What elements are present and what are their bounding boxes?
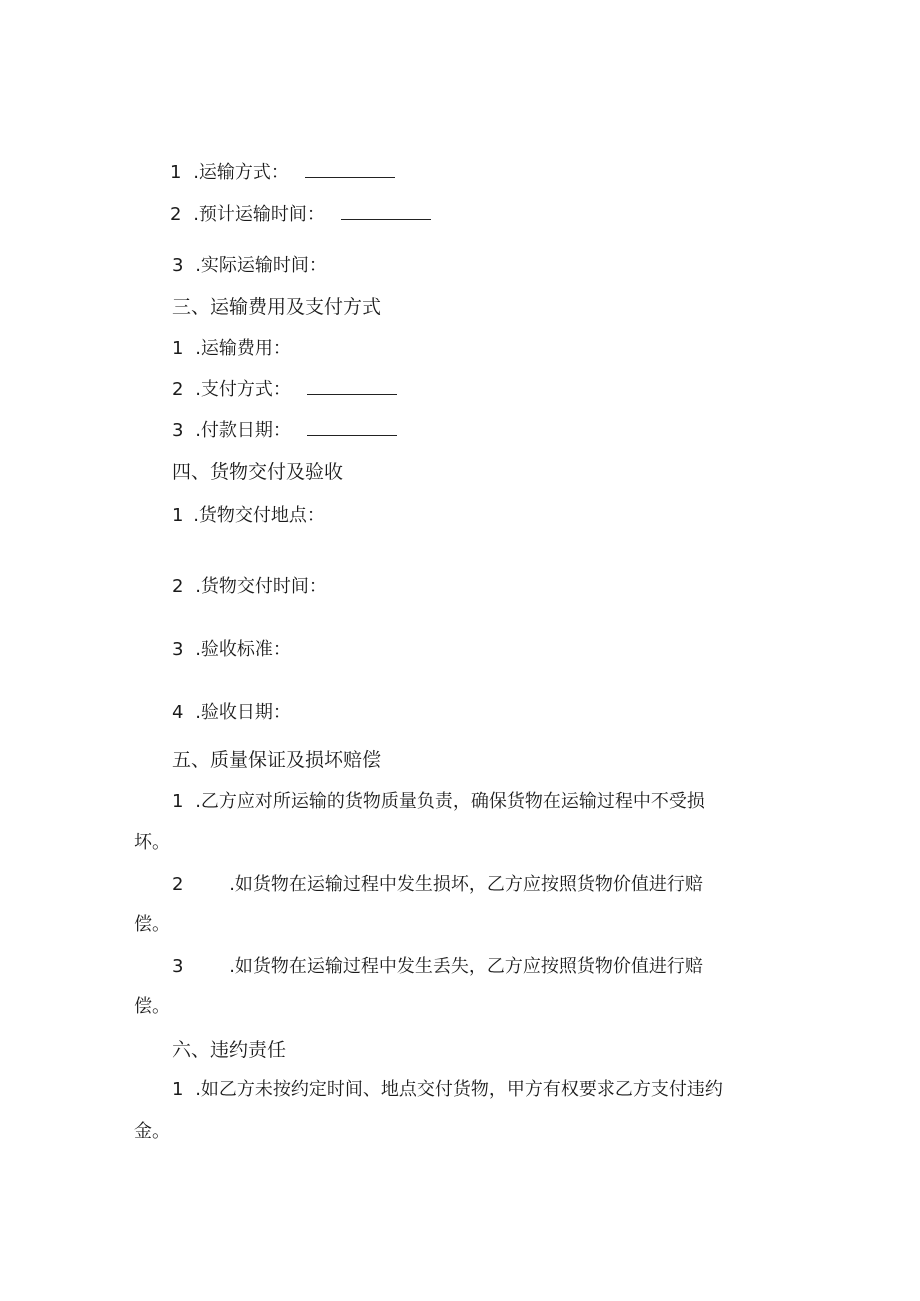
transport-item-1 xyxy=(170,161,395,185)
item-text: .支付方式： xyxy=(195,379,291,400)
section-3-item-3 xyxy=(172,419,397,443)
item-text: .运输费用： xyxy=(195,338,291,359)
section-3-title: 三、运输费用及支付方式 xyxy=(172,296,382,318)
item-number: 1 xyxy=(172,505,184,526)
section-5-title: 五、质量保证及损坏赔偿 xyxy=(172,749,382,771)
item-text: .预计运输时间： xyxy=(193,204,325,225)
item-number: 4 xyxy=(172,702,184,723)
section-5-item-2 xyxy=(172,873,703,897)
section-3-item-1 xyxy=(172,337,291,361)
item-text: .货物交付时间： xyxy=(195,576,327,597)
section-4-item-3 xyxy=(172,638,291,662)
section-4-title: 四、货物交付及验收 xyxy=(172,461,344,483)
item-number: 2 xyxy=(170,204,182,225)
item-text: .货物交付地点： xyxy=(193,505,325,526)
item-text: .乙方应对所运输的货物质量负责，确保货物在运输过程中不受损 xyxy=(195,791,705,812)
section-5-item-3-cont: 偿。 xyxy=(134,996,170,1017)
item-number: 1 xyxy=(172,338,184,359)
transport-item-2 xyxy=(170,203,431,227)
item-number: 1 xyxy=(172,1079,184,1100)
section-5-item-1 xyxy=(172,790,705,814)
item-text: .实际运输时间： xyxy=(195,255,327,276)
section-4-item-1 xyxy=(172,504,325,528)
item-text: .如货物在运输过程中发生丢失，乙方应按照货物价值进行赔 xyxy=(229,956,703,977)
item-number: 2 xyxy=(172,576,184,597)
item-number: 3 xyxy=(172,956,184,977)
item-number: 2 xyxy=(172,874,184,895)
item-number: 3 xyxy=(172,420,184,441)
item-text: .运输方式： xyxy=(193,162,289,183)
section-3-item-2 xyxy=(172,378,397,402)
item-number: 3 xyxy=(172,639,184,660)
item-number: 2 xyxy=(172,379,184,400)
fill-blank[interactable] xyxy=(307,378,397,395)
section-6-item-1 xyxy=(172,1078,723,1102)
item-text: .如货物在运输过程中发生损坏，乙方应按照货物价值进行赔 xyxy=(229,874,703,895)
item-number: 1 xyxy=(170,162,182,183)
fill-blank[interactable] xyxy=(307,419,397,436)
section-6-item-1-cont: 金。 xyxy=(134,1121,170,1142)
item-text: .如乙方未按约定时间、地点交付货物，甲方有权要求乙方支付违约 xyxy=(195,1079,723,1100)
section-5-item-2-cont: 偿。 xyxy=(134,914,170,935)
item-text: .验收标准： xyxy=(195,639,291,660)
item-number: 1 xyxy=(172,791,184,812)
fill-blank[interactable] xyxy=(305,161,395,178)
item-text: .付款日期： xyxy=(195,420,291,441)
section-4-item-2 xyxy=(172,575,327,599)
item-text: .验收日期： xyxy=(195,702,291,723)
item-number: 3 xyxy=(172,255,184,276)
section-5-item-1-cont: 坏。 xyxy=(134,832,170,853)
section-5-item-3 xyxy=(172,955,703,979)
fill-blank[interactable] xyxy=(341,203,431,220)
section-4-item-4 xyxy=(172,701,291,725)
transport-item-3 xyxy=(172,254,327,278)
section-6-title: 六、违约责任 xyxy=(172,1039,287,1061)
